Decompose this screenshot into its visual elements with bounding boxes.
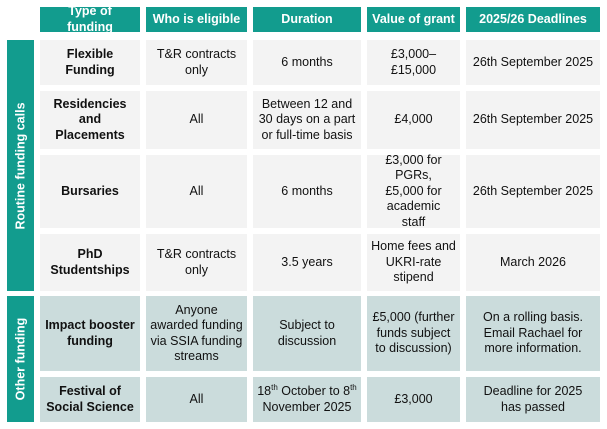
header-duration: Duration bbox=[253, 7, 361, 32]
row-2-duration: Between 12 and 30 days on a part or full-time basis bbox=[253, 91, 361, 149]
row-1-eligible: T&R contracts only bbox=[146, 40, 247, 85]
row-4-value: Home fees and UKRI-rate stipend bbox=[367, 234, 460, 291]
row-6-duration bbox=[253, 377, 361, 422]
header-deadlines: 2025/26 Deadlines bbox=[466, 7, 600, 32]
header-value-of-grant: Value of grant bbox=[367, 7, 460, 32]
row-4-type: PhD Studentships bbox=[40, 234, 140, 291]
header-type-of-funding: Type of funding bbox=[40, 7, 140, 32]
group-routine-funding-calls bbox=[7, 40, 34, 291]
row-4-eligible: T&R contracts only bbox=[146, 234, 247, 291]
row-3-duration: 6 months bbox=[253, 155, 361, 228]
row-2-value: £4,000 bbox=[367, 91, 460, 149]
row-5-eligible: Anyone awarded funding via SSIA funding streams bbox=[146, 296, 247, 371]
group-routine-label: Routine funding calls bbox=[13, 101, 28, 230]
row-1-deadline: 26th September 2025 bbox=[466, 40, 600, 85]
row-5-duration: Subject to discussion bbox=[253, 296, 361, 371]
row-1-type: Flexible Funding bbox=[40, 40, 140, 85]
row-2-eligible: All bbox=[146, 91, 247, 149]
row-1-value: £3,000–£15,000 bbox=[367, 40, 460, 85]
row-4-deadline: March 2026 bbox=[466, 234, 600, 291]
row-6-eligible: All bbox=[146, 377, 247, 422]
row-3-eligible: All bbox=[146, 155, 247, 228]
row-1-duration: 6 months bbox=[253, 40, 361, 85]
header-who-is-eligible: Who is eligible bbox=[146, 7, 247, 32]
row-3-deadline: 26th September 2025 bbox=[466, 155, 600, 228]
row-2-deadline: 26th September 2025 bbox=[466, 91, 600, 149]
group-other-label: Other funding bbox=[13, 317, 28, 401]
row-5-value: £5,000 (further funds subject to discussion) bbox=[367, 296, 460, 371]
row-6-type: Festival of Social Science bbox=[40, 377, 140, 422]
group-other-funding bbox=[7, 296, 34, 422]
row-6-duration-text: 18th October to 8th November 2025 bbox=[257, 382, 357, 414]
row-4-duration: 3.5 years bbox=[253, 234, 361, 291]
row-3-value: £3,000 for PGRs, £5,000 for academic staff bbox=[367, 155, 460, 228]
row-5-type: Impact booster funding bbox=[40, 296, 140, 371]
row-2-type: Residencies and Placements bbox=[40, 91, 140, 149]
row-6-value: £3,000 bbox=[367, 377, 460, 422]
row-3-type: Bursaries bbox=[40, 155, 140, 228]
row-5-deadline: On a rolling basis. Email Rachael for more information. bbox=[466, 296, 600, 371]
row-6-deadline: Deadline for 2025 has passed bbox=[466, 377, 600, 422]
